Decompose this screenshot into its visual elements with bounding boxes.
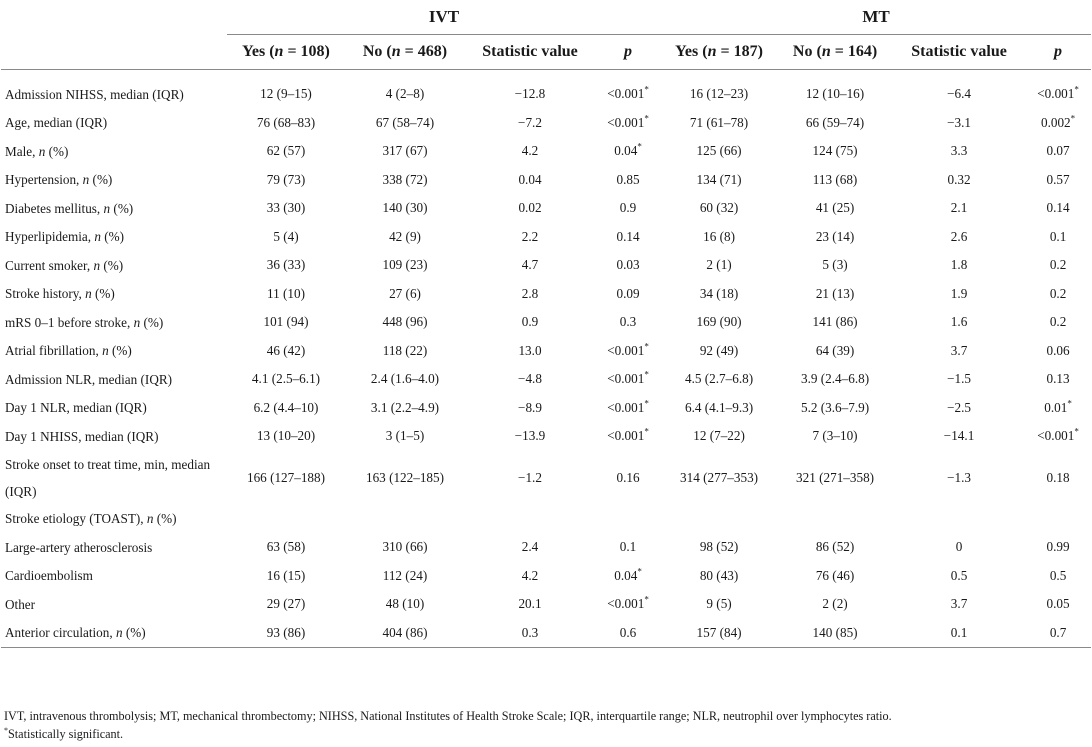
mt-p-cell [1025, 505, 1091, 534]
ivt-statistic-cell: −12.8 [514, 86, 546, 102]
table-row [1, 308, 1091, 337]
mt-statistic-cell: −3.1 [947, 114, 971, 130]
mt-statistic-cell: 1.8 [950, 257, 968, 273]
ivt-p-cell: <0.001* [607, 426, 649, 444]
ivt-no-cell: 4 (2–8) [385, 86, 425, 102]
mt-yes-cell: 12 (7–22) [693, 428, 745, 444]
row-label: Current smoker, n (%) [5, 257, 124, 273]
mt-statistic-cell: 2.6 [950, 228, 968, 244]
ivt-yes-header: Yes (n = 108) [227, 35, 345, 70]
table-row [1, 70, 1091, 109]
ivt-p-cell: 0.85 [616, 171, 640, 187]
ivt-p-cell: 0.6 [595, 619, 661, 648]
mt-yes-cell: 314 (277–353) [680, 469, 759, 485]
ivt-statistic-cell: −1.2 [518, 469, 542, 485]
mt-yes-cell: 98 (52) [699, 539, 739, 555]
significance-star: * [1067, 398, 1072, 409]
variable-header [1, 35, 227, 70]
significance-star: * [4, 725, 8, 735]
ivt-no-cell: 3.1 (2.2–4.9) [370, 399, 440, 415]
table-row [1, 137, 1091, 166]
ivt-statistic-cell [465, 505, 595, 534]
mt-p-cell: 0.7 [1025, 619, 1091, 648]
mt-p-cell: 0.2 [1049, 257, 1067, 273]
significance-note [4, 725, 892, 743]
corner-cell [1, 0, 227, 35]
ivt-no-cell: 27 (6) [389, 285, 421, 301]
ivt-statistic-cell: 0.04 [518, 171, 542, 187]
ivt-yes-cell [227, 505, 345, 534]
significance-text: Statistically significant. [8, 727, 124, 741]
mt-p-cell: 0.002* [1040, 113, 1076, 130]
mt-statistic-cell: 3.7 [950, 342, 968, 358]
mt-p-cell: 0.2 [1049, 285, 1067, 301]
mt-p-cell: 0.06 [1046, 342, 1070, 358]
mt-p-cell: 0.05 [1046, 596, 1070, 612]
table-row [1, 365, 1091, 394]
row-label: Admission NLR, median (IQR) [5, 371, 173, 387]
row-label: Large-artery atherosclerosis [5, 539, 153, 555]
mt-statistic-cell: 2.1 [950, 200, 968, 216]
mt-p-cell: 0.18 [1046, 469, 1070, 485]
ivt-statistic-cell: 0.3 [465, 619, 595, 648]
ivt-statistic-cell: −4.8 [518, 371, 542, 387]
ivt-p-cell: 0.04* [614, 566, 642, 583]
mt-no-cell: 141 (86) [812, 314, 858, 330]
table-row [1, 422, 1091, 451]
ivt-yes-cell: 76 (68–83) [256, 114, 316, 130]
ivt-statistic-cell: 20.1 [518, 596, 542, 612]
mt-statistic-cell: 0 [955, 539, 963, 555]
ivt-yes-cell: 79 (73) [266, 171, 306, 187]
group-header-row [1, 0, 1091, 35]
mt-yes-cell: 9 (5) [706, 596, 732, 612]
mt-yes-cell: 4.5 (2.7–6.8) [684, 371, 754, 387]
ivt-yes-cell: 16 (15) [266, 567, 306, 583]
mt-no-cell: 86 (52) [815, 539, 855, 555]
mt-yes-cell: 2 (1) [706, 257, 732, 273]
ivt-p-cell: <0.001* [607, 84, 649, 102]
mt-no-cell: 21 (13) [815, 285, 855, 301]
row-label: Day 1 NLR, median (IQR) [5, 400, 147, 416]
table-row [1, 619, 1091, 648]
table-row [1, 251, 1091, 280]
ivt-p-cell: 0.16 [616, 469, 640, 485]
mt-yes-cell: 80 (43) [699, 567, 739, 583]
table-row [1, 280, 1091, 309]
significance-star: * [644, 426, 649, 437]
group-mt: MT [661, 0, 1091, 35]
mt-p-cell: 0.07 [1046, 143, 1070, 159]
ivt-no-cell: 112 (24) [382, 567, 428, 583]
ivt-p-cell: 0.04* [614, 141, 642, 159]
mt-p-cell: 0.99 [1046, 539, 1070, 555]
row-label: Stroke onset to treat time, min, median (IQR) [5, 456, 211, 499]
ivt-no-cell: 3 (1–5) [385, 428, 425, 444]
mt-p-cell: 0.5 [1049, 567, 1067, 583]
row-label: Atrial fibrillation, n (%) [5, 343, 132, 359]
significance-star: * [1074, 426, 1079, 437]
mt-no-cell: 76 (46) [815, 567, 855, 583]
table-row [1, 590, 1091, 619]
ivt-no-cell: 42 (9) [389, 228, 421, 244]
group-ivt: IVT [227, 0, 661, 35]
mt-yes-cell: 60 (32) [699, 200, 739, 216]
significance-star: * [637, 141, 642, 152]
mt-yes-cell: 134 (71) [696, 171, 742, 187]
table-row [1, 109, 1091, 138]
ivt-statistic-cell: 4.2 [521, 143, 539, 159]
ivt-statistic-cell: −13.9 [514, 428, 546, 444]
ivt-yes-cell: 101 (94) [263, 314, 309, 330]
ivt-p-cell: <0.001* [607, 594, 649, 612]
mt-yes-cell: 92 (49) [699, 342, 739, 358]
ivt-yes-cell: 4.1 (2.5–6.1) [251, 371, 321, 387]
mt-statistic-cell: −1.5 [947, 371, 971, 387]
mt-no-cell: 124 (75) [812, 143, 858, 159]
row-label: Anterior circulation, n (%) [1, 619, 227, 648]
ivt-statistic-cell: 13.0 [518, 342, 542, 358]
mt-statistic-cell: −1.3 [947, 469, 971, 485]
table-row [1, 337, 1091, 366]
table-footnote [4, 707, 892, 743]
mt-yes-cell: 169 (90) [696, 314, 742, 330]
ivt-statistic-header: Statistic value [465, 35, 595, 70]
ivt-no-cell [345, 505, 465, 534]
table-row [1, 194, 1091, 223]
ivt-no-cell: 338 (72) [382, 171, 428, 187]
mt-no-cell: 5 (3) [822, 257, 848, 273]
ivt-p-cell: <0.001* [607, 341, 649, 358]
ivt-p-cell: 0.03 [616, 257, 640, 273]
mt-p-cell: 0.2 [1049, 314, 1067, 330]
mt-statistic-cell: 1.6 [950, 314, 968, 330]
ivt-statistic-cell: −7.2 [518, 114, 542, 130]
table-row [1, 562, 1091, 591]
ivt-no-cell: 310 (66) [382, 539, 428, 555]
mt-no-cell: 23 (14) [815, 228, 855, 244]
mt-p-cell: <0.001* [1037, 426, 1079, 444]
mt-no-cell [777, 505, 893, 534]
mt-yes-cell [661, 505, 777, 534]
mt-no-header: No (n = 164) [777, 35, 893, 70]
mt-no-cell: 140 (85) [777, 619, 893, 648]
ivt-p-cell: <0.001* [607, 113, 649, 130]
significance-star: * [1074, 84, 1079, 95]
ivt-no-cell: 109 (23) [382, 257, 428, 273]
ivt-yes-cell: 11 (10) [267, 285, 305, 301]
row-label: Diabetes mellitus, n (%) [5, 200, 134, 216]
ivt-yes-cell: 46 (42) [266, 342, 306, 358]
mt-p-header: p [1025, 35, 1091, 70]
ivt-statistic-cell: 2.2 [521, 228, 539, 244]
ivt-yes-cell: 36 (33) [266, 257, 306, 273]
significance-star: * [644, 113, 649, 124]
row-label: Day 1 NHISS, median (IQR) [5, 428, 159, 444]
mt-statistic-cell: 0.1 [893, 619, 1025, 648]
abbreviations-note: IVT, intravenous thrombolysis; MT, mechanical thrombectomy; NIHSS, National Institutes of Health Stroke Scale; IQR, interquartile range; NLR, neutrophil over lymphocytes ratio. [4, 709, 892, 723]
mt-yes-cell: 16 (8) [703, 228, 735, 244]
table-row [1, 166, 1091, 195]
ivt-no-cell: 48 (10) [385, 596, 425, 612]
row-label: Hypertension, n (%) [5, 172, 113, 188]
mt-p-cell: 0.14 [1046, 200, 1070, 216]
mt-statistic-cell: −14.1 [943, 428, 975, 444]
mt-statistic-cell: 3.7 [950, 596, 968, 612]
ivt-no-cell: 404 (86) [345, 619, 465, 648]
row-label: Hyperlipidemia, n (%) [5, 229, 125, 245]
ivt-no-cell: 317 (67) [382, 143, 428, 159]
ivt-p-cell: 0.9 [619, 200, 637, 216]
ivt-yes-cell: 166 (127–188) [246, 469, 326, 485]
mt-yes-header: Yes (n = 187) [661, 35, 777, 70]
row-label: Stroke history, n (%) [5, 286, 115, 302]
ivt-statistic-cell: 0.02 [518, 200, 542, 216]
ivt-no-header: No (n = 468) [345, 35, 465, 70]
mt-no-cell: 113 (68) [812, 171, 858, 187]
ivt-yes-cell: 93 (86) [227, 619, 345, 648]
row-label: Male, n (%) [5, 143, 69, 159]
ivt-yes-cell: 6.2 (4.4–10) [253, 399, 319, 415]
mt-statistic-cell: 0.32 [947, 171, 971, 187]
mt-yes-cell: 157 (84) [661, 619, 777, 648]
mt-yes-cell: 6.4 (4.1–9.3) [684, 399, 754, 415]
mt-yes-cell: 16 (12–23) [689, 86, 749, 102]
table-row [1, 505, 1091, 534]
ivt-no-cell: 118 (22) [382, 342, 428, 358]
significance-star: * [644, 341, 649, 352]
mt-no-cell: 64 (39) [815, 342, 855, 358]
mt-yes-cell: 71 (61–78) [689, 114, 749, 130]
mt-yes-cell: 125 (66) [696, 143, 742, 159]
mt-statistic-cell [893, 505, 1025, 534]
ivt-p-cell: 0.09 [616, 285, 640, 301]
ivt-statistic-cell: −8.9 [518, 399, 542, 415]
ivt-yes-cell: 13 (10–20) [256, 428, 316, 444]
ivt-no-cell: 140 (30) [382, 200, 428, 216]
ivt-yes-cell: 33 (30) [266, 200, 306, 216]
row-label: Age, median (IQR) [5, 115, 108, 131]
mt-p-cell: 0.13 [1046, 371, 1070, 387]
mt-no-cell: 12 (10–16) [805, 86, 865, 102]
ivt-p-cell: 0.1 [619, 539, 637, 555]
row-label: mRS 0–1 before stroke, n (%) [5, 314, 164, 330]
row-label: Admission NIHSS, median (IQR) [5, 86, 184, 102]
mt-p-cell: 0.01* [1044, 398, 1072, 415]
mt-no-cell: 2 (2) [822, 596, 848, 612]
mt-statistic-cell: −6.4 [947, 86, 971, 102]
row-label: Stroke etiology (TOAST), n (%) [5, 511, 177, 527]
table-row [1, 451, 1091, 505]
ivt-p-header: p [595, 35, 661, 70]
ivt-yes-cell: 12 (9–15) [260, 86, 312, 102]
mt-statistic-cell: 3.3 [950, 143, 968, 159]
ivt-p-cell: 0.14 [616, 228, 640, 244]
significance-star: * [1070, 113, 1076, 124]
ivt-no-cell: 163 (122–185) [365, 469, 445, 485]
ivt-p-cell: <0.001* [607, 398, 649, 415]
mt-statistic-cell: −2.5 [947, 399, 971, 415]
mt-no-cell: 7 (3–10) [812, 428, 858, 444]
ivt-yes-cell: 29 (27) [266, 596, 306, 612]
ivt-statistic-cell: 2.4 [521, 539, 539, 555]
ivt-yes-cell: 63 (58) [266, 539, 306, 555]
row-label: Other [5, 596, 36, 612]
ivt-statistic-cell: 4.2 [521, 567, 539, 583]
ivt-yes-cell: 62 (57) [266, 143, 306, 159]
ivt-statistic-cell: 0.9 [521, 314, 539, 330]
significance-star: * [644, 84, 649, 95]
mt-no-cell: 3.9 (2.4–6.8) [800, 371, 870, 387]
significance-star: * [644, 594, 649, 605]
comparison-table [1, 0, 1091, 648]
ivt-p-cell [595, 505, 661, 534]
significance-star: * [644, 398, 649, 409]
significance-star: * [644, 369, 649, 380]
mt-yes-cell: 34 (18) [699, 285, 739, 301]
row-label: Cardioembolism [5, 568, 93, 584]
mt-no-cell: 321 (271–358) [796, 469, 875, 485]
table-row [1, 533, 1091, 562]
mt-p-cell: 0.1 [1049, 228, 1067, 244]
ivt-p-cell: 0.3 [619, 314, 637, 330]
mt-p-cell: <0.001* [1037, 84, 1079, 102]
ivt-no-cell: 448 (96) [382, 314, 428, 330]
column-header-row [1, 35, 1091, 70]
ivt-no-cell: 2.4 (1.6–4.0) [370, 371, 440, 387]
table-row [1, 223, 1091, 252]
mt-statistic-cell: 1.9 [950, 285, 968, 301]
mt-no-cell: 41 (25) [815, 200, 855, 216]
mt-no-cell: 66 (59–74) [805, 114, 865, 130]
ivt-yes-cell: 5 (4) [273, 228, 299, 244]
ivt-statistic-cell: 2.8 [521, 285, 539, 301]
mt-p-cell: 0.57 [1046, 171, 1070, 187]
table-body [1, 70, 1091, 648]
table-row [1, 394, 1091, 423]
mt-statistic-cell: 0.5 [950, 567, 968, 583]
ivt-statistic-cell: 4.7 [521, 257, 539, 273]
ivt-p-cell: <0.001* [607, 369, 649, 387]
mt-statistic-header: Statistic value [893, 35, 1025, 70]
ivt-no-cell: 67 (58–74) [375, 114, 435, 130]
significance-star: * [637, 566, 642, 577]
mt-no-cell: 5.2 (3.6–7.9) [800, 399, 870, 415]
